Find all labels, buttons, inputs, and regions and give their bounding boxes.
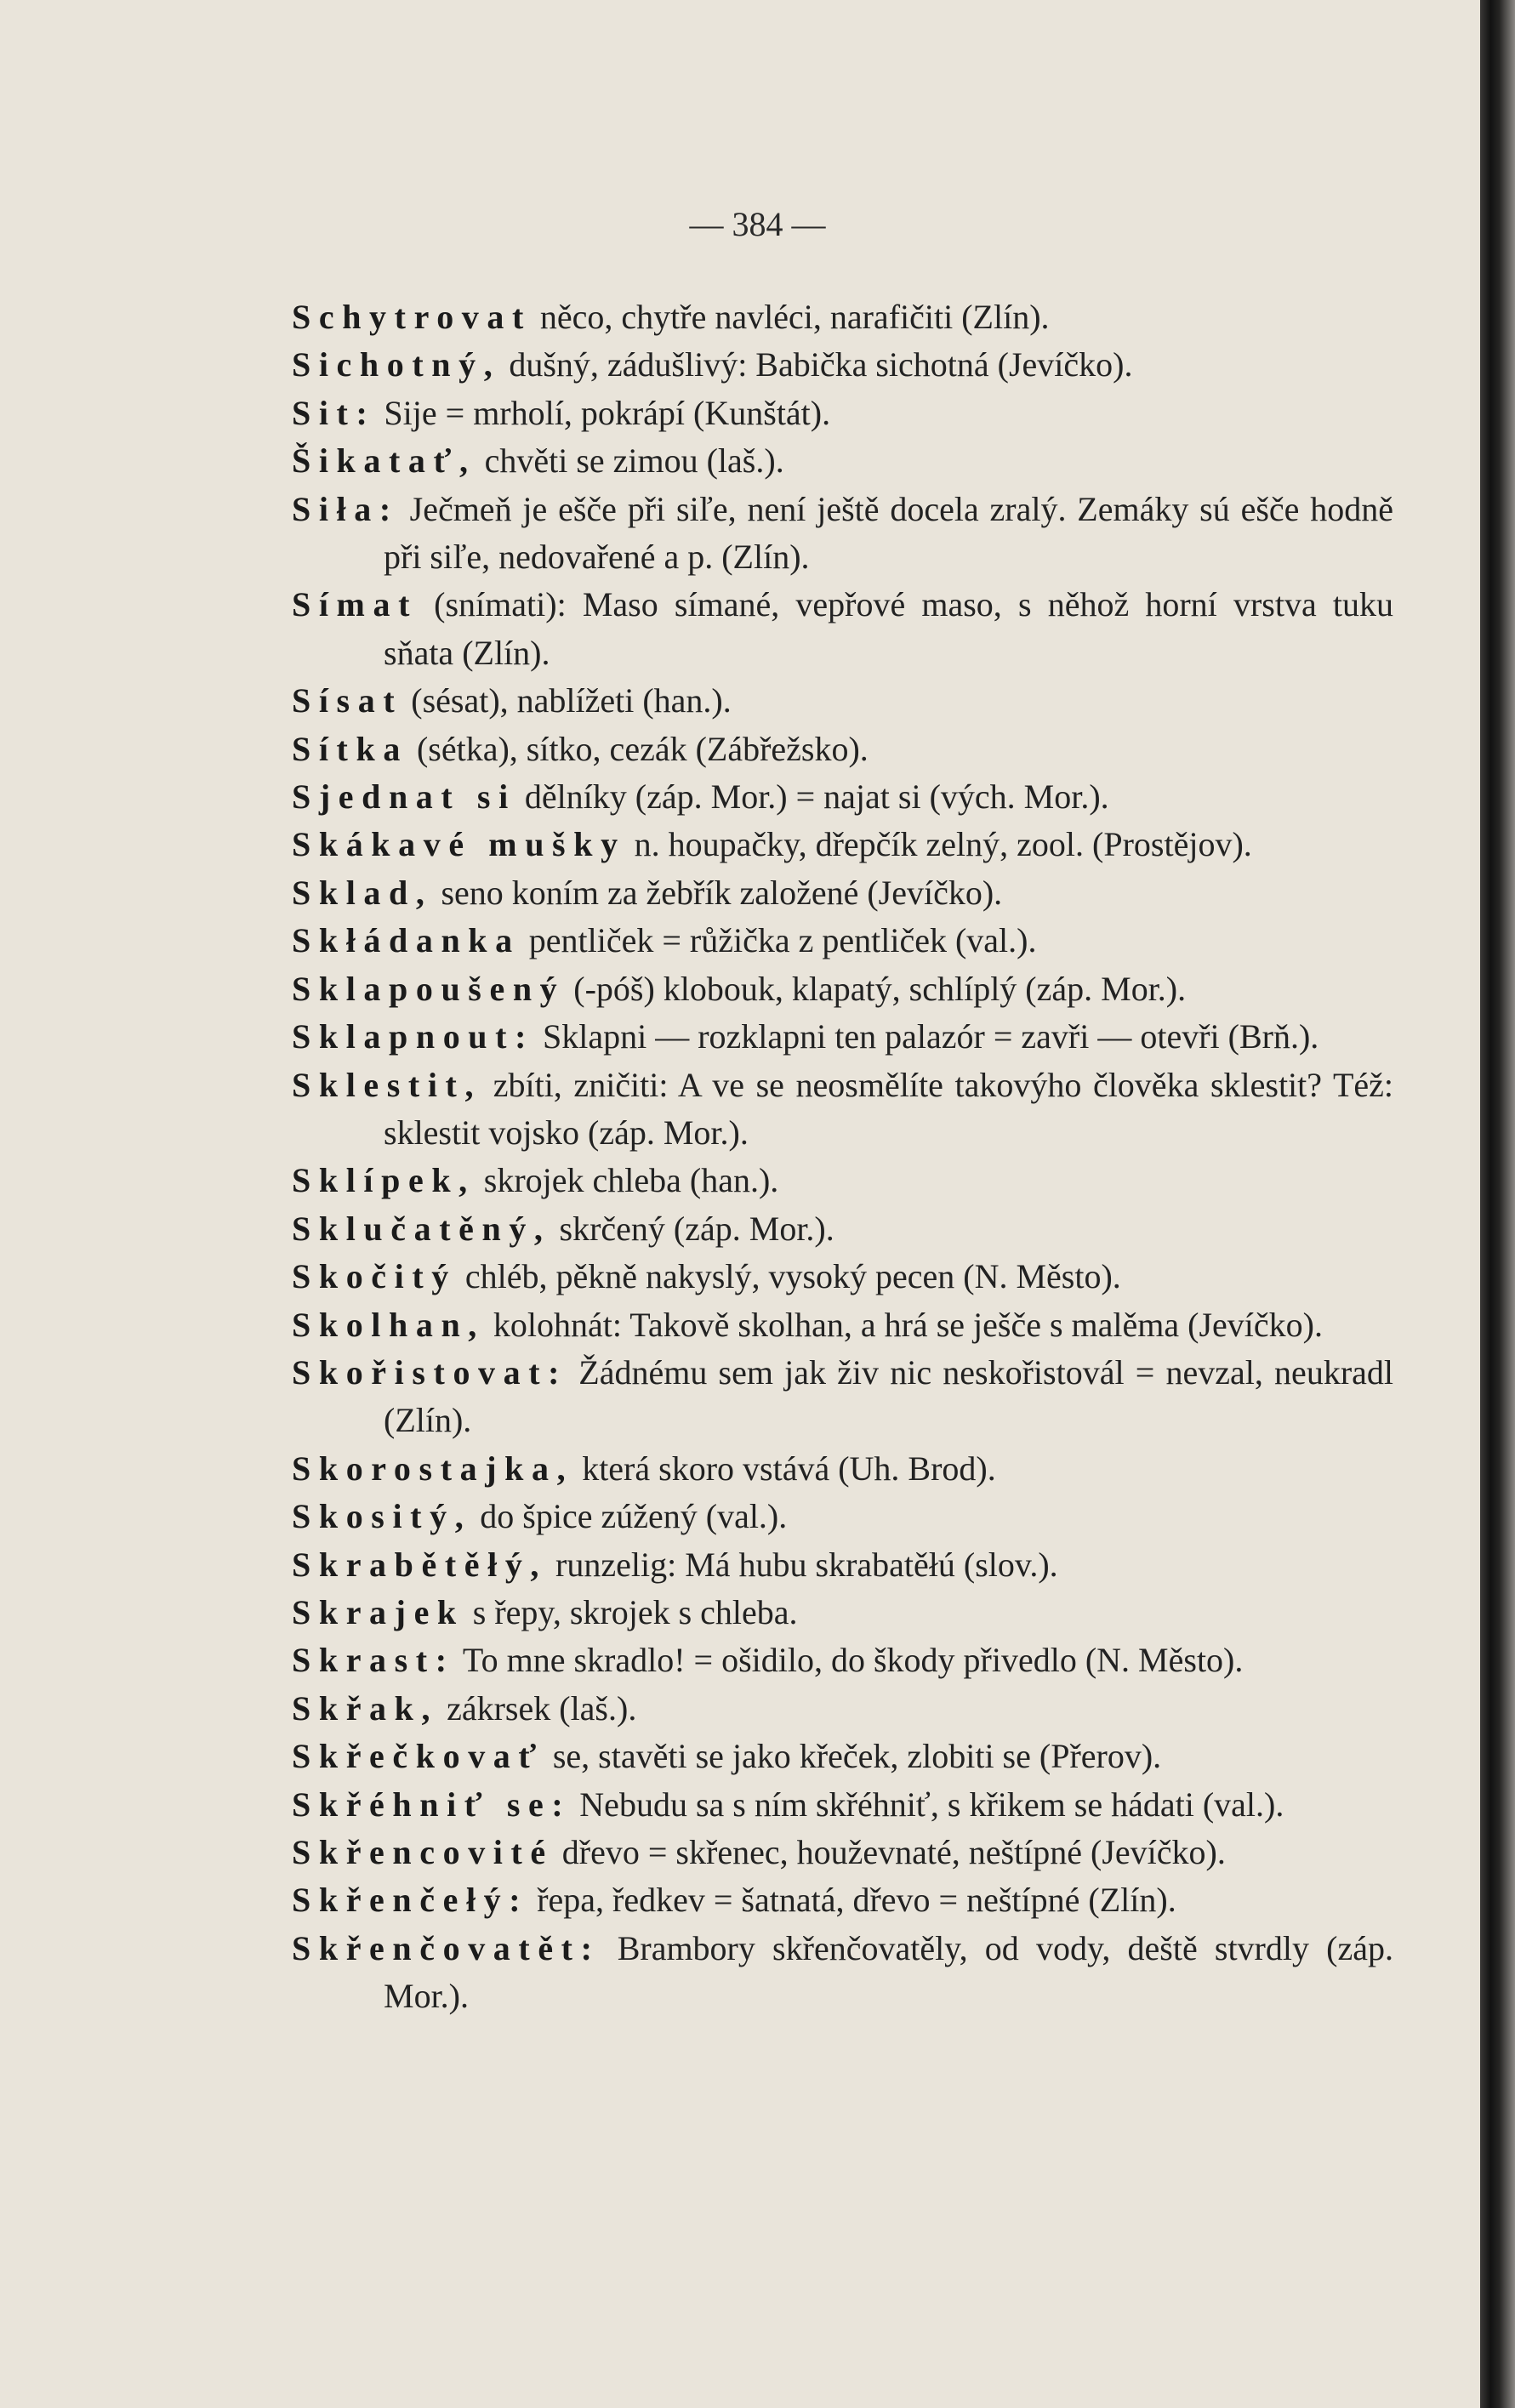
entry-definition: (-póš) klobouk, klapatý, schlíplý (záp. Mor.). [565, 969, 1187, 1008]
entry-definition: (sésat), nablížeti (han.). [402, 681, 732, 720]
entry-headword: Šikatať, [292, 441, 476, 481]
entry-definition: se, stavěti se jako křeček, zlobiti se (Přerov). [544, 1737, 1162, 1776]
entry-headword: Skłádanka [292, 921, 521, 960]
entry-headword: Skrajek [292, 1592, 464, 1631]
entry-headword: Skřak, [292, 1688, 439, 1728]
dictionary-entry [292, 1541, 1393, 1589]
entry-headword: Skákavé mušky [292, 825, 626, 864]
entry-definition: zákrsek (laš.). [438, 1688, 637, 1728]
dictionary-entry [292, 1301, 1393, 1349]
entry-definition: Ječmeň je ešče při siľe, není ještě docela zralý. Zemáky sú ešče hodně při siľe, nedovařené a p. (Zlín). [384, 489, 1393, 577]
dictionary-entry [292, 1157, 1393, 1204]
entry-definition: zbíti, zničiti: A ve se neosmělíte takovýho člověka sklestit? Též: sklestit vojsko (záp. Mor.). [384, 1065, 1393, 1152]
entry-definition: do špice zúžený (val.). [471, 1497, 788, 1536]
entry-headword: Sítka [292, 729, 408, 768]
dictionary-entry [292, 293, 1393, 341]
dictionary-entry [292, 917, 1393, 965]
entry-headword: Skořistovat: [292, 1352, 568, 1392]
dictionary-entry [292, 773, 1393, 821]
dictionary-entry [292, 437, 1393, 485]
entry-definition: dřevo = skřenec, houževnaté, neštípné (Jevíčko). [553, 1833, 1226, 1871]
dictionary-entry [292, 341, 1393, 389]
entry-headword: Sit: [292, 393, 376, 432]
dictionary-entries [292, 293, 1393, 2021]
dictionary-entry [292, 1445, 1393, 1493]
entry-headword: Sklad, [292, 873, 433, 912]
entry-headword: Skositý, [292, 1497, 472, 1536]
dictionary-entry [292, 821, 1393, 868]
dictionary-entry [292, 1493, 1393, 1540]
entry-definition: dělníky (záp. Mor.) = najat si (vých. Mor.). [515, 777, 1109, 817]
book-spine-edge [1480, 0, 1515, 2408]
entry-definition: To mne skradlo! = ošidilo, do škody přivedlo (N. Město). [454, 1641, 1244, 1680]
entry-headword: Siła: [292, 489, 399, 528]
dictionary-entry [292, 581, 1393, 677]
entry-definition: která skoro vstává (Uh. Brod). [573, 1449, 996, 1488]
entry-headword: Sklapoušený [292, 969, 566, 1008]
entry-headword: Skrast: [292, 1641, 455, 1680]
entry-headword: Schytrovat [292, 298, 532, 336]
entry-definition: řepa, ředkev = šatnatá, dřevo = neštípné (Zlín). [528, 1881, 1176, 1920]
dictionary-entry [292, 677, 1393, 725]
dictionary-entry [292, 1205, 1393, 1253]
entry-headword: Skřečkovať [292, 1737, 544, 1776]
dictionary-entry [292, 1781, 1393, 1829]
dictionary-entry [292, 390, 1393, 437]
entry-definition: Žádnému sem jak živ nic neskořistovál = nevzal, neukradl (Zlín). [384, 1352, 1393, 1440]
entry-definition: Sklapni — rozklapni ten palazór = zavři — otevři (Brň.). [533, 1017, 1319, 1056]
entry-headword: Sklapnout: [292, 1017, 534, 1056]
entry-definition: skrojek chleba (han.). [475, 1161, 779, 1200]
entry-definition: Nebudu sa s ním skřéhniť, s křikem se hádati (val.). [571, 1785, 1284, 1824]
entry-definition: s řepy, skrojek s chleba. [464, 1592, 798, 1631]
entry-definition: chléb, pěkně nakyslý, vysoký pecen (N. Město). [456, 1257, 1121, 1296]
entry-definition: (snímati): Maso símané, vepřové maso, s něhož horní vrstva tuku sňata (Zlín). [384, 585, 1393, 672]
entry-headword: Sichotný, [292, 345, 501, 384]
entry-headword: Skřenčełý: [292, 1881, 529, 1920]
entry-headword: Skolhan, [292, 1305, 485, 1344]
dictionary-entry [292, 1925, 1393, 2021]
dictionary-entry [292, 1589, 1393, 1637]
dictionary-entry [292, 1062, 1393, 1158]
entry-headword: Sjednat si [292, 777, 516, 817]
entry-definition: kolohnát: Takově skolhan, a hrá se ješče s malěma (Jevíčko). [484, 1305, 1323, 1344]
dictionary-entry [292, 1637, 1393, 1684]
entry-headword: Símat [292, 585, 418, 624]
entry-headword: Sklípek, [292, 1161, 476, 1200]
entry-definition: n. houpačky, dřepčík zelný, zool. (Prostějov). [625, 825, 1252, 864]
entry-definition: seno koním za žebřík založené (Jevíčko). [432, 873, 1003, 912]
entry-headword: Skřéhniť se: [292, 1785, 572, 1824]
entry-definition: chvěti se zimou (laš.). [476, 441, 784, 481]
entry-definition: (sétka), sítko, cezák (Zábřežsko). [407, 729, 869, 768]
page-number: — 384 — [689, 205, 826, 243]
dictionary-entry [292, 486, 1393, 582]
entry-headword: Sklučatěný, [292, 1209, 551, 1248]
entry-definition: Brambory skřenčovatěly, od vody, deště stvrdly (záp. Mor.). [384, 1928, 1393, 2016]
dictionary-entry [292, 1733, 1393, 1780]
entry-headword: Sísat [292, 681, 403, 720]
entry-definition: pentliček = růžička z pentliček (val.). [520, 921, 1037, 960]
entry-headword: Skočitý [292, 1257, 457, 1296]
entry-definition: skrčený (záp. Mor.). [550, 1209, 834, 1248]
dictionary-entry [292, 1253, 1393, 1301]
dictionary-entry [292, 1685, 1393, 1733]
dictionary-entry [292, 965, 1393, 1013]
entry-headword: Skrabětěłý, [292, 1545, 548, 1584]
entry-headword: Skřenčovatět: [292, 1928, 601, 1967]
dictionary-entry [292, 1876, 1393, 1924]
entry-headword: Sklestit, [292, 1065, 482, 1104]
dictionary-entry [292, 1013, 1393, 1061]
dictionary-entry [292, 1829, 1393, 1876]
entry-definition: Sije = mrholí, pokrápí (Kunštát). [375, 393, 831, 432]
dictionary-entry [292, 1349, 1393, 1445]
entry-definition: něco, chytře navléci, narafičiti (Zlín). [531, 298, 1050, 336]
dictionary-entry [292, 726, 1393, 773]
entry-definition: runzelig: Má hubu skrabatěłú (slov.). [547, 1545, 1058, 1584]
dictionary-entry [292, 869, 1393, 917]
entry-headword: Skřencovité [292, 1833, 554, 1871]
entry-definition: dušný, zádušlivý: Babička sichotná (Jevíčko). [500, 345, 1133, 384]
entry-headword: Skorostajka, [292, 1449, 574, 1488]
